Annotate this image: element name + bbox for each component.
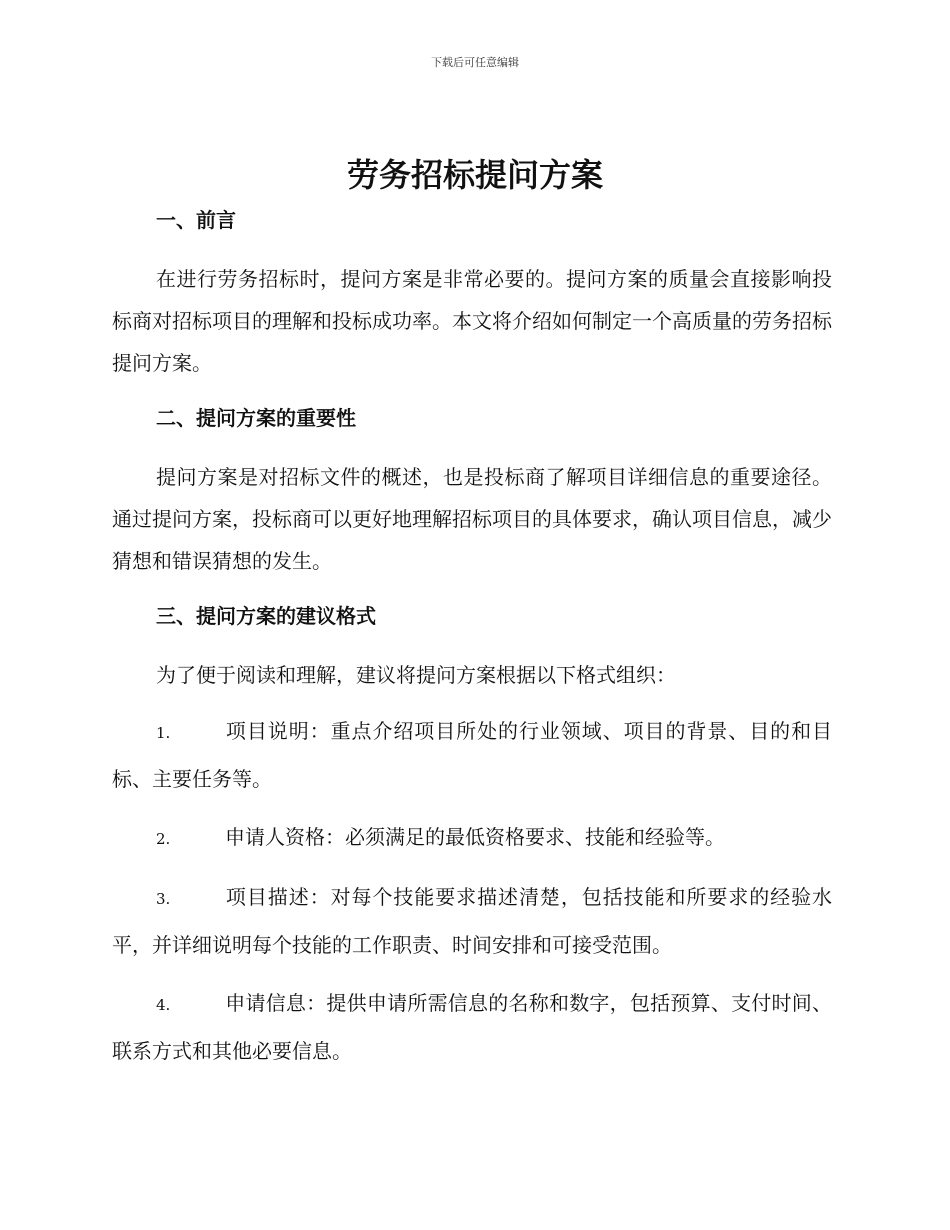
list-item-text: 申请信息：提供申请所需信息的名称和数字，包括预算、支付时间、联系方式和其他必要信息。 <box>112 991 832 1063</box>
list-item-number: 3. <box>156 890 171 908</box>
section-paragraph-importance: 提问方案是对招标文件的概述，也是投标商了解项目详细信息的重要途径。通过提问方案，投标商可以更好地理解招标项目的具体要求，确认项目信息，减少猜想和错误猜想的发生。 <box>112 465 832 573</box>
section-paragraph-format: 为了便于阅读和理解，建议将提问方案根据以下格式组织： <box>156 663 676 687</box>
list-item-text: 项目说明：重点介绍项目所处的行业领域、项目的背景、目的和目标、主要任务等。 <box>112 719 832 791</box>
list-item-number: 2. <box>156 830 171 848</box>
list-item <box>112 874 832 968</box>
list-item-text: 项目描述：对每个技能要求描述清楚，包括技能和所要求的经验水平，并详细说明每个技能的工作职责、时间安排和可接受范围。 <box>112 885 832 957</box>
list-item <box>112 708 832 802</box>
section-heading-importance: 二、提问方案的重要性 <box>156 406 356 430</box>
list-item-number: 1. <box>156 724 171 742</box>
list-item-text: 申请人资格：必须满足的最低资格要求、技能和经验等。 <box>225 825 725 849</box>
document-title: 劳务招标提问方案 <box>346 156 603 194</box>
list-item <box>112 814 832 862</box>
section-heading-format: 三、提问方案的建议格式 <box>156 604 376 628</box>
document-body <box>112 202 832 1074</box>
section-heading-preface: 一、前言 <box>156 208 236 232</box>
page-header-note: 下载后可任意编辑 <box>431 56 519 69</box>
list-item <box>112 980 832 1074</box>
section-paragraph-preface: 在进行劳务招标时，提问方案是非常必要的。提问方案的质量会直接影响投标商对招标项目的理解和投标成功率。本文将介绍如何制定一个高质量的劳务招标提问方案。 <box>112 267 832 375</box>
list-item-number: 4. <box>156 996 171 1014</box>
